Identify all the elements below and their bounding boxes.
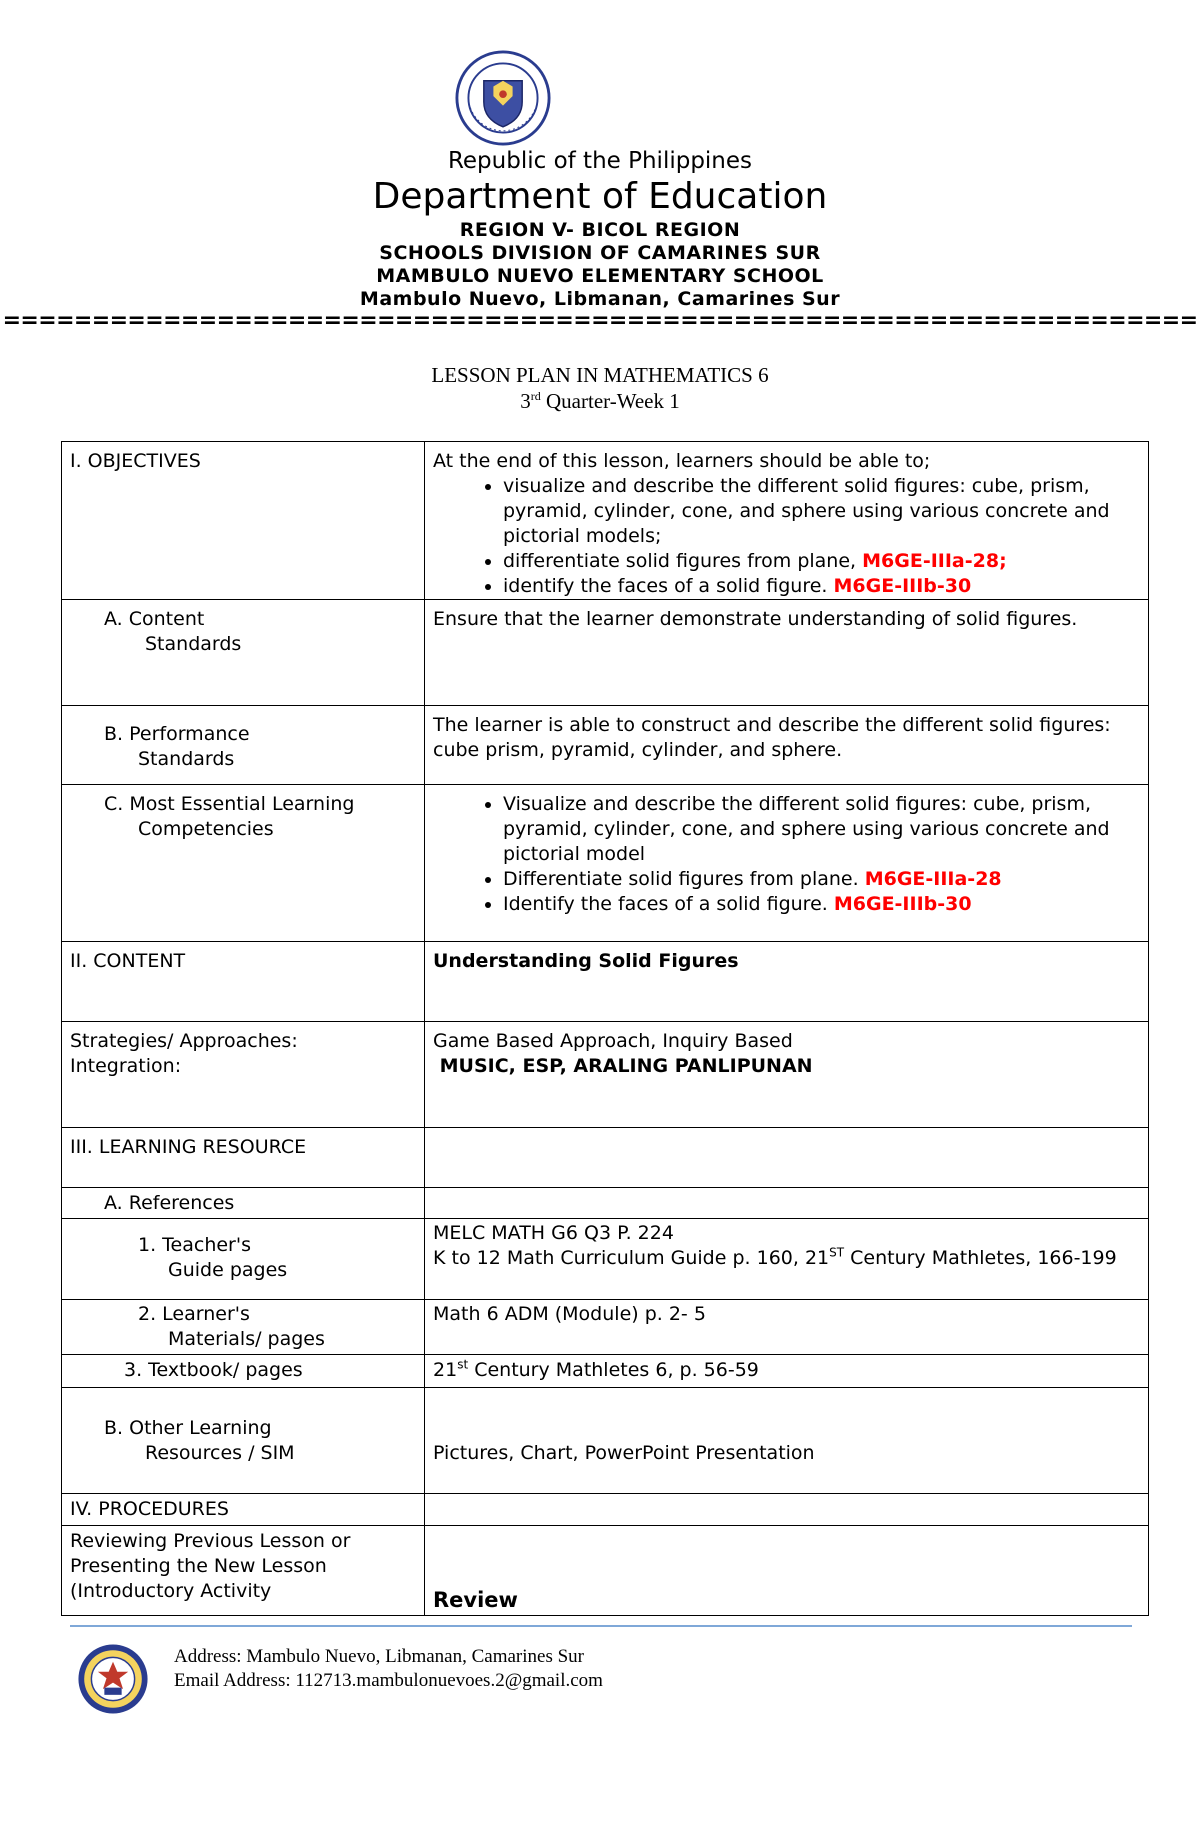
reviewing-label-3: (Introductory Activity [70,1580,272,1602]
footer-email: Email Address: 112713.mambulonuevoes.2@gmail.com [174,1670,603,1691]
melc-text: Differentiate solid figures from plane. [503,868,865,890]
textbook-cell [425,1355,1149,1388]
learners-materials-label: 2. Learner's [138,1303,250,1325]
list-item [503,574,1140,599]
school-label: MAMBULO NUEVO ELEMENTARY SCHOOL [376,265,824,287]
other-resources-text: Pictures, Chart, PowerPoint Presentation [433,1442,815,1464]
objective-text: identify the faces of a solid figure. [503,575,834,597]
table-row-other-resources [62,1388,1149,1494]
table-row-performance-standards [62,706,1149,785]
department-title: Department of Education [372,176,828,217]
curriculum-guide-text-2: Century Mathletes, 166-199 [844,1247,1117,1269]
melc-cell [425,785,1149,942]
procedures-cell [425,1494,1149,1526]
strategies-cell [425,1022,1149,1128]
reviewing-label: Reviewing Previous Lesson or [70,1530,351,1552]
learners-materials-label-cell [62,1300,425,1355]
melc-text: Identify the faces of a solid figure. [503,893,834,915]
header-separator: =================================================================== [2,308,1198,333]
content-standards-text: Ensure that the learner demonstrate understanding of solid figures. [433,608,1078,630]
table-row-procedures [62,1494,1149,1526]
region-label: REGION V- BICOL REGION [459,219,741,241]
superscript: st [457,1357,469,1372]
references-label: A. References [104,1192,235,1214]
textbook-label-cell [62,1355,425,1388]
reviewing-cell [425,1526,1149,1616]
performance-standards-text: The learner is able to construct and describe the different solid figures: cube prism, pyramid, cylinder, and sphere. [433,714,1111,761]
teachers-guide-cell [425,1219,1149,1300]
other-resources-label-cell [62,1388,425,1494]
melc-text: Visualize and describe the different solid figures: cube, prism, pyramid, cylinder, cone, and sphere using various concrete and pictorial model [503,793,1110,865]
content-label: II. CONTENT [70,950,186,972]
objective-text: differentiate solid figures from plane, [503,550,863,572]
quarter-week-label [0,389,1200,414]
content-standards-label-cell [62,600,425,706]
objectives-list [433,474,1140,599]
content-cell [425,942,1149,1022]
reviewing-label-cell [62,1526,425,1616]
learners-materials-text: Math 6 ADM (Module) p. 2- 5 [433,1303,706,1325]
division-label: SCHOOLS DIVISION OF CAMARINES SUR [379,242,821,264]
textbook-text: 21 [433,1359,458,1381]
quarter-number: 3 [520,389,531,413]
learning-resource-cell [425,1128,1149,1188]
performance-standards-label-2: Standards [138,748,235,770]
content-label-cell [62,942,425,1022]
performance-standards-label: B. Performance [104,723,250,745]
table-row-learning-resource [62,1128,1149,1188]
performance-standards-label-cell [62,706,425,785]
objectives-intro: At the end of this lesson, learners should be able to; [433,450,931,472]
other-resources-cell [425,1388,1149,1494]
content-standards-cell [425,600,1149,706]
table-row-content [62,942,1149,1022]
table-row-melc [62,785,1149,942]
list-item [503,892,1140,917]
list-item [503,792,1140,867]
location-label: Mambulo Nuevo, Libmanan, Camarines Sur [359,288,841,310]
table-row-textbook [62,1355,1149,1388]
melc-label: C. Most Essential Learning [104,793,355,815]
melc-label-cell [62,785,425,942]
republic-label: Republic of the Philippines [447,148,753,174]
table-row-reviewing [62,1526,1149,1616]
objectives-cell [425,442,1149,600]
quarter-rest: Quarter-Week 1 [540,389,680,413]
melc-label-2: Competencies [138,818,274,840]
learners-materials-label-2: Materials/ pages [168,1328,325,1350]
integration-text: MUSIC, ESP, ARALING PANLIPUNAN [433,1055,813,1077]
competency-code: M6GE-IIIb-30 [833,575,972,597]
table-row-teachers-guide [62,1219,1149,1300]
references-label-cell [62,1188,425,1219]
content-standards-label: A. Content [104,608,205,630]
lesson-plan-table [61,441,1149,1616]
reviewing-label-2: Presenting the New Lesson [70,1555,327,1577]
other-resources-label-2: Resources / SIM [145,1442,295,1464]
school-logo-icon [77,1643,149,1715]
integration-label: Integration: [70,1055,182,1077]
teachers-guide-line2 [433,1246,1140,1271]
other-resources-label: B. Other Learning [104,1417,272,1439]
list-item [503,549,1140,574]
table-row-content-standards [62,600,1149,706]
teachers-guide-line1: MELC MATH G6 Q3 P. 224 [433,1222,674,1244]
reviewing-text: Review [433,1588,518,1612]
footer-divider [70,1625,1132,1627]
list-item [503,474,1140,549]
strategies-label: Strategies/ Approaches: [70,1030,298,1052]
performance-standards-cell [425,706,1149,785]
table-row-learners-materials [62,1300,1149,1355]
objectives-label-cell [62,442,425,600]
superscript: ST [829,1245,845,1260]
footer-address: Address: Mambulo Nuevo, Libmanan, Camarines Sur [174,1646,585,1667]
list-item [503,867,1140,892]
melc-list [433,792,1140,917]
references-cell [425,1188,1149,1219]
strategies-text: Game Based Approach, Inquiry Based [433,1030,793,1052]
textbook-text-2: Century Mathletes 6, p. 56-59 [468,1359,759,1381]
curriculum-guide-text: K to 12 Math Curriculum Guide p. 160, 21 [433,1247,830,1269]
teachers-guide-label-cell [62,1219,425,1300]
textbook-label: 3. Textbook/ pages [124,1359,303,1381]
learning-resource-label: III. LEARNING RESOURCE [70,1136,307,1158]
objectives-label: I. OBJECTIVES [70,450,201,472]
content-standards-label-2: Standards [145,633,242,655]
competency-code: M6GE-IIIa-28 [864,868,1002,890]
learners-materials-cell [425,1300,1149,1355]
strategies-label-cell [62,1022,425,1128]
teachers-guide-label-2: Guide pages [168,1259,288,1281]
table-row-strategies [62,1022,1149,1128]
teachers-guide-label: 1. Teacher's [138,1234,251,1256]
content-topic: Understanding Solid Figures [433,950,739,972]
objective-text: visualize and describe the different solid figures: cube, prism, pyramid, cylinder, cone, and sphere using various concrete and pictorial models; [503,475,1110,547]
table-row-objectives [62,442,1149,600]
table-row-references [62,1188,1149,1219]
procedures-label-cell [62,1494,425,1526]
competency-code: M6GE-IIIb-30 [833,893,972,915]
competency-code: M6GE-IIIa-28; [862,550,1007,572]
quarter-suffix: rd [530,389,541,403]
lesson-plan-title: LESSON PLAN IN MATHEMATICS 6 [431,363,769,387]
learning-resource-label-cell [62,1128,425,1188]
procedures-label: IV. PROCEDURES [70,1498,229,1520]
deped-seal-icon [455,50,551,146]
